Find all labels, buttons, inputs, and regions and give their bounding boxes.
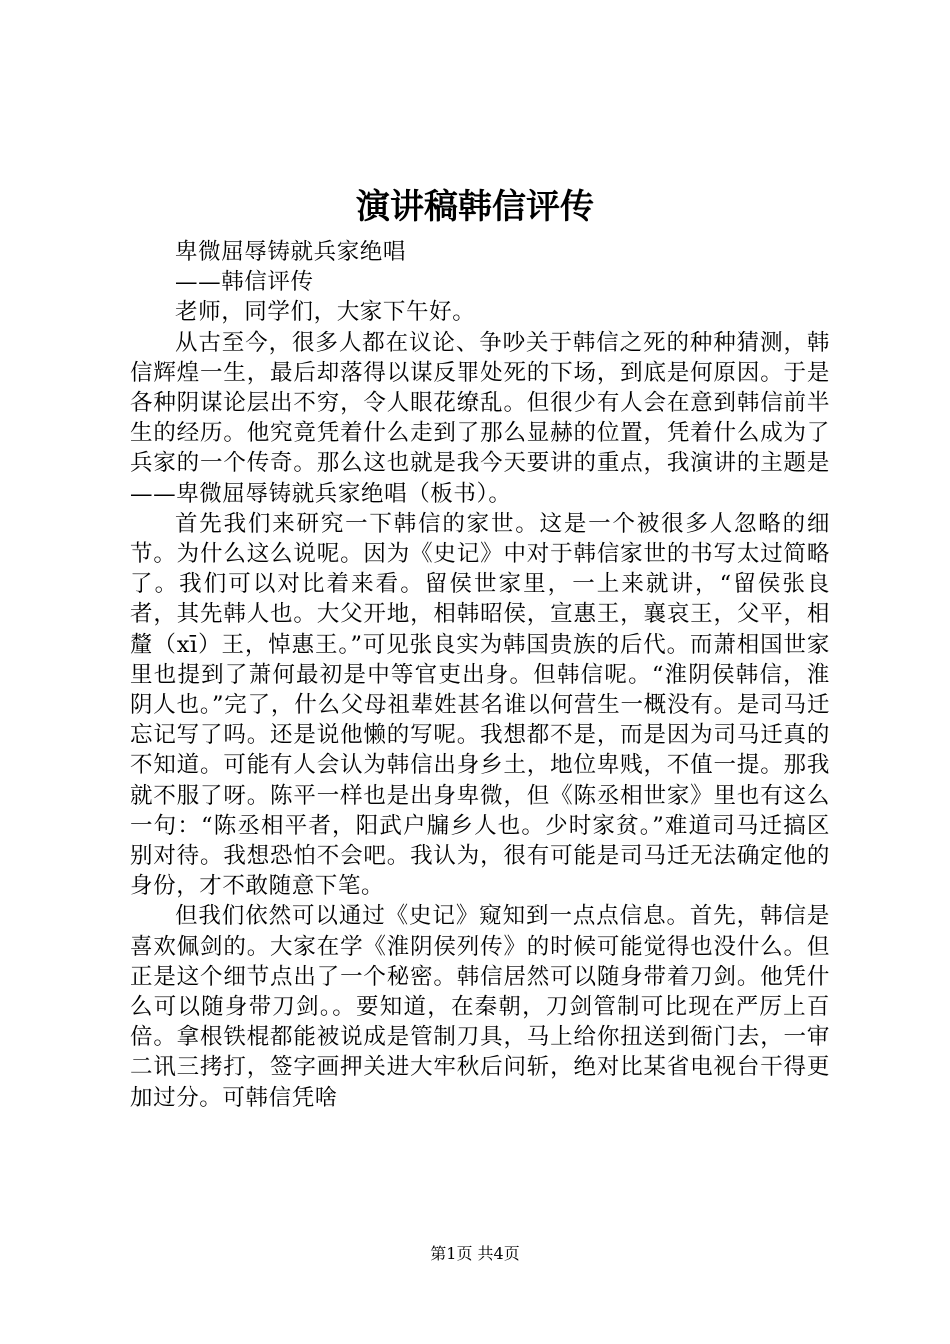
document-title: 演讲稿韩信评传: [356, 187, 594, 227]
body-paragraph: 首先我们来研究一下韩信的家世。这是一个被很多人忽略的细节。为什么这么说呢。因为《史记》中对于韩信家世的书写太过简略了。我们可以对比着来看。留侯世家里，一上来就讲，“留侯张良者，其先韩人也。大父开地，相韩昭侯，宣惠王，襄哀王，父平，相釐（xī）王，悼惠王。”可见张良实为韩国贵族的后代。而萧相国世家里也提到了萧何最初是中等官吏出身。但韩信呢。“淮阴侯韩信，淮阴人也。”完了，什么父母祖辈姓甚名谁以何营生一概没有。是司马迁忘记写了吗。还是说他懒的写呢。我想都不是，而是因为司马迁真的不知道。可能有人会认为韩信出身乡土，地位卑贱，不值一提。那我就不服了呀。陈平一样也是出身卑微，但《陈丞相世家》里也有这么一句：“陈丞相平者，阳武户牖乡人也。少时家贫。”难道司马迁搞区别对待。我想恐怕不会吧。我认为，很有可能是司马迁无法确定他的身份，才不敢随意下笔。: [130, 510, 830, 900]
byline: ——韩信评传: [175, 269, 314, 296]
document-body: [130, 237, 830, 1113]
subtitle-line: 卑微屈辱铸就兵家绝唱: [175, 239, 407, 265]
body-paragraph: 但我们依然可以通过《史记》窥知到一点点信息。首先，韩信是喜欢佩剑的。大家在学《淮阴侯列传》的时候可能觉得也没什么。但正是这个细节点出了一个秘密。韩信居然可以随身带着刀剑。他凭什么可以随身带刀剑。。要知道，在秦朝，刀剑管制可比现在严厉上百倍。拿根铁棍都能被说成是管制刀具，马上给你扭送到衙门去，一审二讯三拷打，签字画押关进大牢秋后问斩，绝对比某省电视台干得更加过分。可韩信凭啥: [130, 903, 830, 1111]
body-paragraph: 从古至今，很多人都在议论、争吵关于韩信之死的种种猜测，韩信辉煌一生，最后却落得以谋反罪处死的下场，到底是何原因。于是各种阴谋论层出不穷，令人眼花缭乱。但很少有人会在意到韩信前半生的经历。他究竟凭着什么走到了那么显赫的位置，凭着什么成为了兵家的一个传奇。那么这也就是我今天要讲的重点，我演讲的主题是——卑微屈辱铸就兵家绝唱（板书）。: [130, 329, 830, 507]
page-number-footer: 第1页 共4页: [430, 1244, 520, 1263]
greeting-paragraph: 老师，同学们，大家下午好。: [175, 299, 476, 326]
